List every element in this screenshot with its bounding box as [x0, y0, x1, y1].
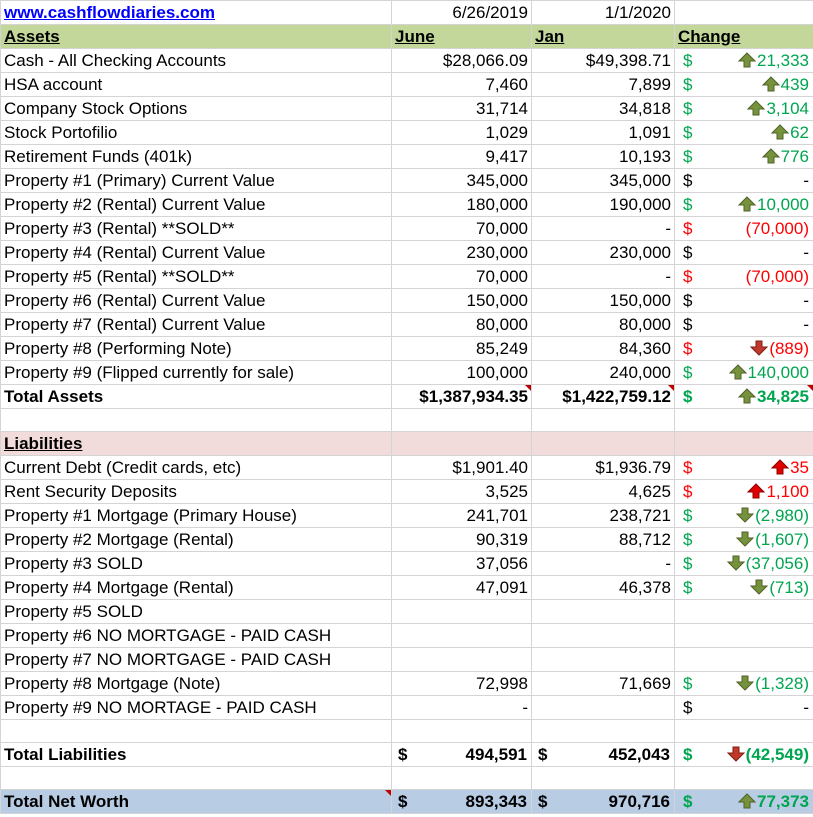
- change-cell[interactable]: [675, 743, 813, 767]
- asset-row: [1, 145, 813, 169]
- change-value: -: [803, 243, 809, 262]
- change-cell[interactable]: [675, 313, 813, 337]
- liability-row: [1, 552, 813, 576]
- empty-cell[interactable]: [392, 409, 532, 432]
- currency-symbol: $: [683, 506, 693, 525]
- change-value: (70,000): [745, 267, 809, 286]
- asset-row: [1, 49, 813, 73]
- change-value: -: [803, 171, 809, 190]
- change-cell[interactable]: [675, 169, 813, 193]
- jan-value[interactable]: 4,625: [532, 480, 675, 504]
- asset-label[interactable]: Property #9 (Flipped currently for sale): [1, 361, 392, 385]
- currency-symbol: $: [683, 243, 693, 262]
- empty-cell[interactable]: [675, 409, 813, 432]
- col-june-heading[interactable]: June: [392, 25, 532, 49]
- assets-heading[interactable]: Assets: [1, 25, 392, 49]
- net-worth-jan[interactable]: $ 970,716: [532, 790, 675, 814]
- change-value: (889): [750, 337, 809, 360]
- jan-value[interactable]: 71,669: [532, 672, 675, 696]
- asset-row: [1, 97, 813, 121]
- jan-value[interactable]: 1,091: [532, 121, 675, 145]
- asset-row: [1, 313, 813, 337]
- jan-value[interactable]: 190,000: [532, 193, 675, 217]
- total-liabilities-row: [1, 743, 813, 767]
- jan-value[interactable]: 230,000: [532, 241, 675, 265]
- change-value: 34,825: [738, 385, 809, 408]
- comment-marker: [668, 385, 674, 391]
- change-value: -: [803, 291, 809, 310]
- change-value: 77,373: [738, 790, 809, 813]
- change-cell[interactable]: [675, 456, 813, 480]
- arrow-down-icon: [736, 675, 754, 691]
- empty-cell[interactable]: [675, 432, 813, 456]
- comment-marker: [385, 790, 391, 796]
- june-value[interactable]: -: [392, 696, 532, 720]
- june-value[interactable]: 70,000: [392, 265, 532, 289]
- jan-value[interactable]: -: [532, 265, 675, 289]
- arrow-up-icon: [738, 196, 756, 212]
- june-value[interactable]: 85,249: [392, 337, 532, 361]
- liabilities-heading[interactable]: Liabilities: [1, 432, 392, 456]
- change-value: (37,056): [727, 552, 809, 575]
- change-value: (1,607): [736, 528, 809, 551]
- asset-label[interactable]: Property #2 (Rental) Current Value: [1, 193, 392, 217]
- change-cell[interactable]: [675, 49, 813, 73]
- change-value: 439: [762, 73, 809, 96]
- jan-value[interactable]: [532, 648, 675, 672]
- change-value: (42,549): [727, 743, 809, 766]
- asset-row: [1, 241, 813, 265]
- june-value[interactable]: 1,029: [392, 121, 532, 145]
- liability-label[interactable]: Property #7 NO MORTGAGE - PAID CASH: [1, 648, 392, 672]
- jan-value[interactable]: $49,398.71: [532, 49, 675, 73]
- date-june[interactable]: 6/26/2019: [392, 1, 532, 25]
- asset-label[interactable]: Property #5 (Rental) **SOLD**: [1, 265, 392, 289]
- arrow-down-icon: [736, 531, 754, 547]
- empty-cell[interactable]: [392, 767, 532, 790]
- june-value[interactable]: [392, 600, 532, 624]
- asset-label[interactable]: Property #7 (Rental) Current Value: [1, 313, 392, 337]
- change-cell[interactable]: [675, 145, 813, 169]
- net-worth-label[interactable]: Total Net Worth: [1, 790, 392, 814]
- currency-symbol: $: [683, 51, 693, 70]
- asset-row: [1, 121, 813, 145]
- arrow-up-icon: [738, 793, 756, 809]
- change-value: 3,104: [747, 97, 809, 120]
- jan-value[interactable]: -: [532, 217, 675, 241]
- arrow-down-icon: [750, 340, 768, 356]
- change-cell[interactable]: [675, 289, 813, 313]
- empty-cell[interactable]: [532, 409, 675, 432]
- empty-cell[interactable]: [532, 432, 675, 456]
- june-value[interactable]: $28,066.09: [392, 49, 532, 73]
- arrow-up-icon: [738, 52, 756, 68]
- change-value: 35: [771, 456, 809, 479]
- blank-row: [1, 767, 813, 790]
- currency-symbol: $: [683, 698, 693, 717]
- currency-symbol: $: [683, 458, 693, 477]
- june-value[interactable]: 90,319: [392, 528, 532, 552]
- june-value[interactable]: 72,998: [392, 672, 532, 696]
- asset-row: [1, 337, 813, 361]
- june-value[interactable]: 150,000: [392, 289, 532, 313]
- liability-row: [1, 600, 813, 624]
- change-value: (70,000): [745, 219, 809, 238]
- june-value[interactable]: 7,460: [392, 73, 532, 97]
- empty-cell[interactable]: [532, 767, 675, 790]
- currency-symbol: $: [683, 578, 693, 597]
- currency-symbol: $: [683, 745, 693, 764]
- asset-label[interactable]: Property #3 (Rental) **SOLD**: [1, 217, 392, 241]
- site-link[interactable]: www.cashflowdiaries.com: [1, 1, 392, 25]
- total-liabilities-jan[interactable]: $ 452,043: [532, 743, 675, 767]
- jan-value[interactable]: [532, 600, 675, 624]
- empty-cell[interactable]: [532, 720, 675, 743]
- date-jan[interactable]: 1/1/2020: [532, 1, 675, 25]
- arrow-up-icon: [762, 76, 780, 92]
- jan-value[interactable]: 84,360: [532, 337, 675, 361]
- col-change-heading[interactable]: Change: [675, 25, 813, 49]
- change-value: (2,980): [736, 504, 809, 527]
- liability-label[interactable]: Property #6 NO MORTGAGE - PAID CASH: [1, 624, 392, 648]
- change-value: 1,100: [747, 480, 809, 503]
- liability-row: [1, 624, 813, 648]
- june-value[interactable]: 100,000: [392, 361, 532, 385]
- liability-label[interactable]: Current Debt (Credit cards, etc): [1, 456, 392, 480]
- jan-value[interactable]: -: [532, 552, 675, 576]
- liability-label[interactable]: Property #8 Mortgage (Note): [1, 672, 392, 696]
- arrow-up-icon: [747, 100, 765, 116]
- asset-row: [1, 217, 813, 241]
- june-value[interactable]: 241,701: [392, 504, 532, 528]
- jan-value[interactable]: 240,000: [532, 361, 675, 385]
- change-cell[interactable]: [675, 121, 813, 145]
- currency-symbol: $: [683, 387, 693, 406]
- empty-cell[interactable]: [675, 1, 813, 25]
- blank-row: [1, 409, 813, 432]
- arrow-up-icon: [729, 364, 747, 380]
- arrow-up-icon: [771, 124, 789, 140]
- change-cell[interactable]: [675, 790, 813, 814]
- currency-symbol: $: [683, 482, 693, 501]
- currency-symbol: $: [683, 75, 693, 94]
- jan-value[interactable]: 150,000: [532, 289, 675, 313]
- arrow-up-icon: [738, 388, 756, 404]
- arrow-down-icon: [750, 579, 768, 595]
- empty-cell[interactable]: [675, 720, 813, 743]
- asset-label[interactable]: Retirement Funds (401k): [1, 145, 392, 169]
- currency-symbol: $: [683, 363, 693, 382]
- comment-marker: [525, 385, 531, 391]
- change-cell[interactable]: [675, 217, 813, 241]
- change-cell[interactable]: [675, 648, 813, 672]
- total-assets-jan[interactable]: $1,422,759.12: [532, 385, 675, 409]
- jan-value[interactable]: 7,899: [532, 73, 675, 97]
- change-value: 10,000: [738, 193, 809, 216]
- change-value: -: [803, 698, 809, 717]
- liability-row: [1, 456, 813, 480]
- liability-label[interactable]: Rent Security Deposits: [1, 480, 392, 504]
- liability-label[interactable]: Property #5 SOLD: [1, 600, 392, 624]
- jan-value[interactable]: 10,193: [532, 145, 675, 169]
- header-row: [1, 25, 813, 49]
- june-value[interactable]: 180,000: [392, 193, 532, 217]
- arrow-up-icon: [762, 148, 780, 164]
- june-value[interactable]: 37,056: [392, 552, 532, 576]
- currency-symbol: $: [683, 147, 693, 166]
- asset-label[interactable]: Property #8 (Performing Note): [1, 337, 392, 361]
- total-liabilities-june[interactable]: $ 494,591: [392, 743, 532, 767]
- total-net-worth-row: [1, 790, 813, 814]
- empty-cell[interactable]: [392, 720, 532, 743]
- change-cell[interactable]: [675, 385, 813, 409]
- liability-row: [1, 480, 813, 504]
- change-cell[interactable]: [675, 337, 813, 361]
- currency-symbol: $: [683, 171, 693, 190]
- change-value: 776: [762, 145, 809, 168]
- change-value: (713): [750, 576, 809, 599]
- asset-label[interactable]: Stock Portofilio: [1, 121, 392, 145]
- total-liabilities-label[interactable]: Total Liabilities: [1, 743, 392, 767]
- empty-cell[interactable]: [675, 767, 813, 790]
- liability-label[interactable]: Property #9 NO MORTAGE - PAID CASH: [1, 696, 392, 720]
- asset-row: [1, 193, 813, 217]
- jan-value[interactable]: 345,000: [532, 169, 675, 193]
- change-cell[interactable]: [675, 480, 813, 504]
- change-cell[interactable]: [675, 265, 813, 289]
- june-value[interactable]: 80,000: [392, 313, 532, 337]
- change-value: -: [803, 315, 809, 334]
- asset-row: [1, 73, 813, 97]
- change-value: 62: [771, 121, 809, 144]
- arrow-up-icon: [747, 483, 765, 499]
- jan-value[interactable]: 46,378: [532, 576, 675, 600]
- jan-value[interactable]: 88,712: [532, 528, 675, 552]
- comment-marker: [807, 385, 813, 391]
- arrow-down-icon: [727, 746, 745, 762]
- jan-value[interactable]: 34,818: [532, 97, 675, 121]
- asset-label[interactable]: Property #1 (Primary) Current Value: [1, 169, 392, 193]
- change-cell[interactable]: [675, 361, 813, 385]
- currency-symbol: $: [683, 339, 693, 358]
- liability-row: [1, 672, 813, 696]
- jan-value[interactable]: 80,000: [532, 313, 675, 337]
- empty-cell[interactable]: [1, 409, 392, 432]
- total-assets-label[interactable]: Total Assets: [1, 385, 392, 409]
- change-cell[interactable]: [675, 624, 813, 648]
- change-value: 21,333: [738, 49, 809, 72]
- june-value[interactable]: [392, 624, 532, 648]
- currency-symbol: $: [683, 674, 693, 693]
- june-value[interactable]: 230,000: [392, 241, 532, 265]
- change-cell[interactable]: [675, 97, 813, 121]
- june-value[interactable]: $1,901.40: [392, 456, 532, 480]
- blank-row: [1, 720, 813, 743]
- currency-symbol: $: [683, 99, 693, 118]
- empty-cell[interactable]: [392, 432, 532, 456]
- currency-symbol: $: [683, 291, 693, 310]
- change-cell[interactable]: [675, 696, 813, 720]
- jan-value[interactable]: 238,721: [532, 504, 675, 528]
- currency-symbol: $: [683, 315, 693, 334]
- change-cell[interactable]: [675, 73, 813, 97]
- jan-value[interactable]: [532, 624, 675, 648]
- asset-row: [1, 361, 813, 385]
- liability-label[interactable]: Property #3 SOLD: [1, 552, 392, 576]
- change-cell[interactable]: [675, 576, 813, 600]
- june-value[interactable]: 70,000: [392, 217, 532, 241]
- asset-label[interactable]: Property #4 (Rental) Current Value: [1, 241, 392, 265]
- change-value: 140,000: [729, 361, 809, 384]
- asset-label[interactable]: Property #6 (Rental) Current Value: [1, 289, 392, 313]
- liability-row: [1, 696, 813, 720]
- site-row: [1, 1, 813, 25]
- change-cell[interactable]: [675, 672, 813, 696]
- currency-symbol: $: [683, 530, 693, 549]
- june-value[interactable]: 9,417: [392, 145, 532, 169]
- liability-label[interactable]: Property #4 Mortgage (Rental): [1, 576, 392, 600]
- currency-symbol: $: [683, 219, 693, 238]
- col-jan-heading[interactable]: Jan: [532, 25, 675, 49]
- arrow-down-icon: [727, 555, 745, 571]
- change-cell[interactable]: [675, 552, 813, 576]
- liability-row: [1, 504, 813, 528]
- june-value[interactable]: [392, 648, 532, 672]
- june-value[interactable]: 345,000: [392, 169, 532, 193]
- jan-value[interactable]: $1,936.79: [532, 456, 675, 480]
- empty-cell[interactable]: [1, 720, 392, 743]
- liability-row: [1, 648, 813, 672]
- asset-label[interactable]: Company Stock Options: [1, 97, 392, 121]
- liability-label[interactable]: Property #1 Mortgage (Primary House): [1, 504, 392, 528]
- change-cell[interactable]: [675, 504, 813, 528]
- liability-label[interactable]: Property #2 Mortgage (Rental): [1, 528, 392, 552]
- currency-symbol: $: [683, 267, 693, 286]
- asset-label[interactable]: Cash - All Checking Accounts: [1, 49, 392, 73]
- liability-row: [1, 576, 813, 600]
- change-cell[interactable]: [675, 528, 813, 552]
- currency-symbol: $: [683, 195, 693, 214]
- currency-symbol: $: [683, 792, 693, 811]
- jan-value[interactable]: [532, 696, 675, 720]
- change-value: (1,328): [736, 672, 809, 695]
- june-value[interactable]: 3,525: [392, 480, 532, 504]
- arrow-down-icon: [736, 507, 754, 523]
- june-value[interactable]: 47,091: [392, 576, 532, 600]
- currency-symbol: $: [683, 123, 693, 142]
- asset-row: [1, 289, 813, 313]
- total-assets-june[interactable]: $1,387,934.35: [392, 385, 532, 409]
- june-value[interactable]: 31,714: [392, 97, 532, 121]
- change-cell[interactable]: [675, 193, 813, 217]
- asset-label[interactable]: HSA account: [1, 73, 392, 97]
- asset-row: [1, 169, 813, 193]
- liabilities-header-row: [1, 432, 813, 456]
- change-cell[interactable]: [675, 241, 813, 265]
- arrow-up-icon: [771, 459, 789, 475]
- empty-cell[interactable]: [1, 767, 392, 790]
- currency-symbol: $: [683, 554, 693, 573]
- total-assets-row: [1, 385, 813, 409]
- change-cell[interactable]: [675, 600, 813, 624]
- asset-row: [1, 265, 813, 289]
- liability-row: [1, 528, 813, 552]
- net-worth-june[interactable]: $ 893,343: [392, 790, 532, 814]
